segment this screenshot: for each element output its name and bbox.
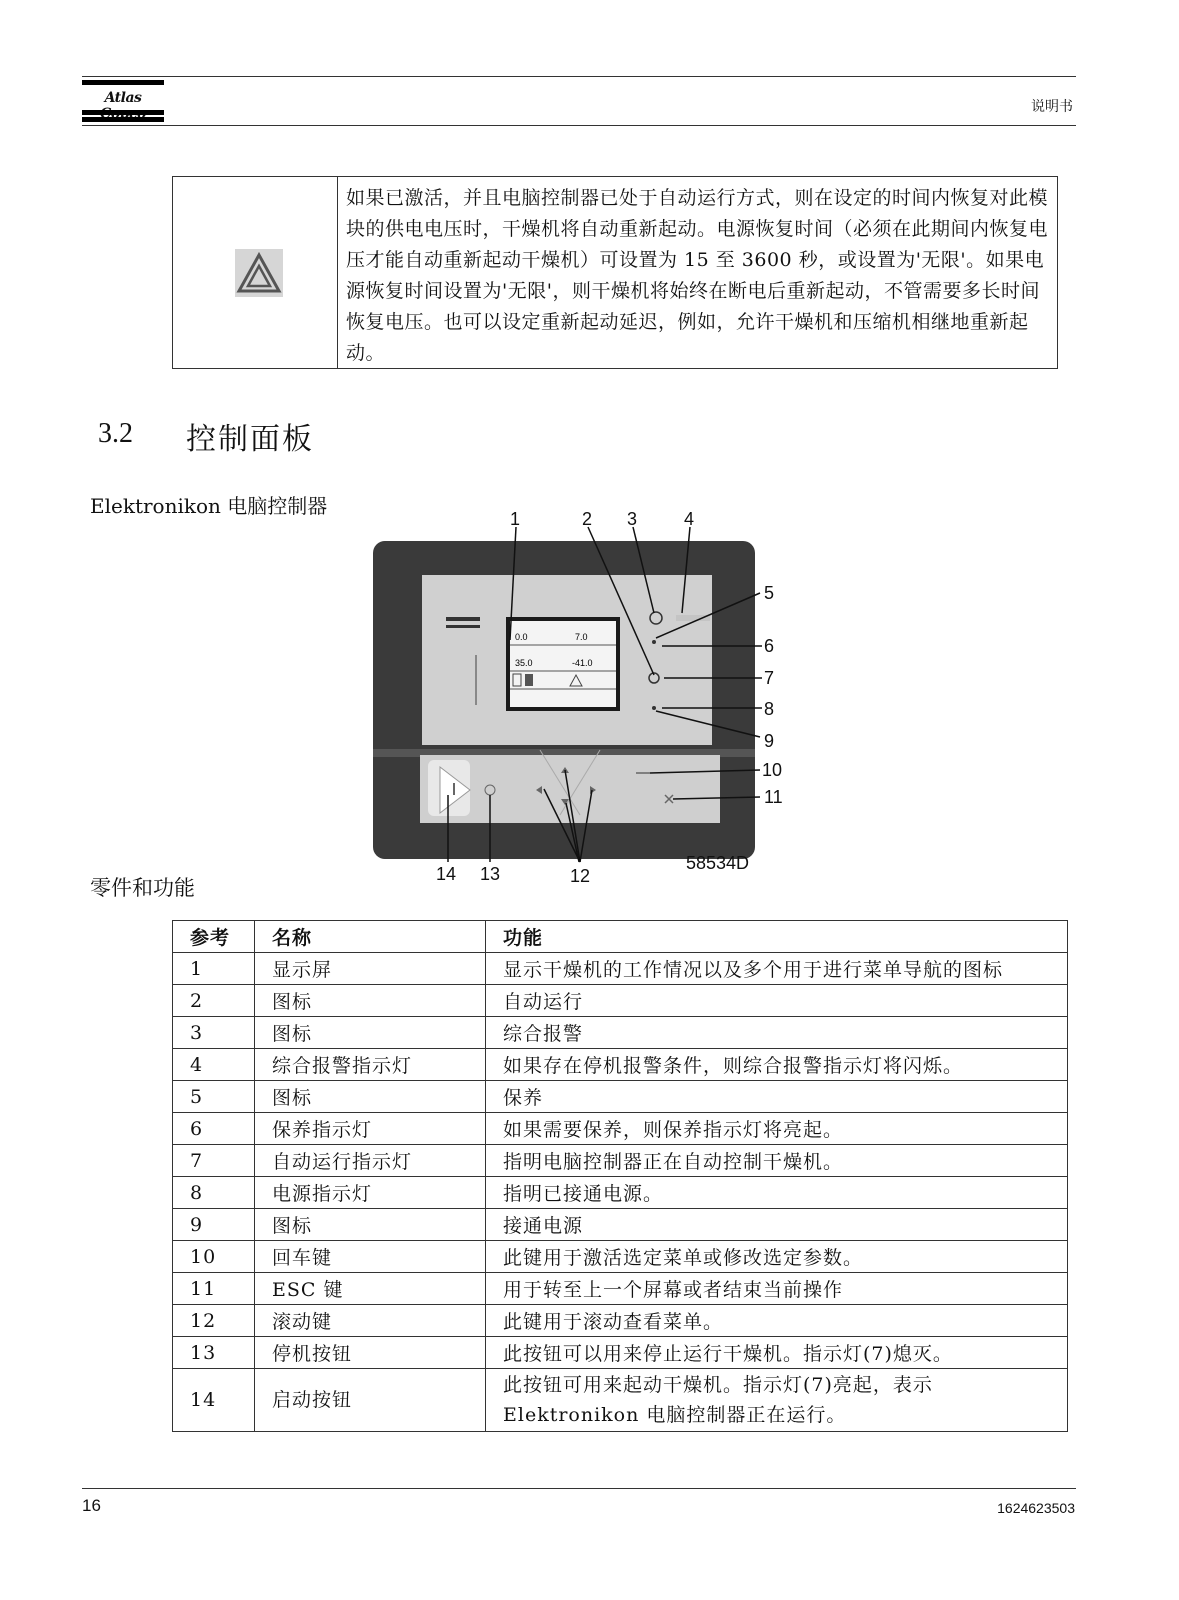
callout-10: 10 <box>762 760 783 780</box>
header-rule-top <box>82 76 1076 77</box>
table-row <box>173 1369 1068 1432</box>
atlas-copco-logo <box>82 80 164 122</box>
notice-icon-cell <box>173 177 338 368</box>
cell-name: 电源指示灯 <box>255 1177 486 1209</box>
page-number: 16 <box>82 1496 101 1515</box>
figure-code: 58534D <box>686 853 750 873</box>
cell-ref: 11 <box>173 1273 255 1305</box>
cell-ref: 1 <box>173 953 255 985</box>
cell-function: 此键用于激活选定菜单或修改选定参数。 <box>486 1241 1068 1273</box>
cell-ref: 3 <box>173 1017 255 1049</box>
cell-name: 自动运行指示灯 <box>255 1145 486 1177</box>
header-function: 功能 <box>486 921 1068 953</box>
callout-8: 8 <box>764 699 775 719</box>
notice-text: 如果已激活，并且电脑控制器已处于自动运行方式，则在设定的时间内恢复对此模块的供电电压时，干燥机将自动重新起动。电源恢复时间（必须在此期间内恢复电压才能自动重新起动干燥机）可设置为 15 至 3600 秒，或设置为'无限'。如果电源恢复时间设置为'无限'，则干燥机将始终在断电后重新起动，不管需要多长时间恢复电压。也可以设定重新起动延迟，例如，允许干燥机和压缩机相继地重新起动。 <box>346 187 1049 364</box>
cell-ref: 5 <box>173 1081 255 1113</box>
cell-ref: 10 <box>173 1241 255 1273</box>
footer-rule <box>82 1488 1076 1489</box>
screen-value-2: 7.0 <box>575 632 588 642</box>
table-row <box>173 1337 1068 1369</box>
cell-ref: 13 <box>173 1337 255 1369</box>
callout-7: 7 <box>764 668 775 688</box>
callout-3: 3 <box>627 509 638 529</box>
section-number: 3.2 <box>98 418 133 449</box>
table-row <box>173 1273 1068 1305</box>
cell-function: 接通电源 <box>486 1209 1068 1241</box>
control-panel-figure <box>360 505 790 890</box>
parts-table-body <box>173 953 1068 1432</box>
parts-table <box>172 920 1068 1432</box>
cell-function: 此键用于滚动查看菜单。 <box>486 1305 1068 1337</box>
table-row <box>173 953 1068 985</box>
table-header-row <box>173 921 1068 953</box>
callout-5: 5 <box>764 583 775 603</box>
cell-name: 图标 <box>255 1209 486 1241</box>
table-row <box>173 1081 1068 1113</box>
header-rule-bottom <box>82 125 1076 126</box>
cell-function: 指明已接通电源。 <box>486 1177 1068 1209</box>
callout-13: 13 <box>480 864 501 884</box>
cell-function: 此按钮可以用来停止运行干燥机。指示灯(7)熄灭。 <box>486 1337 1068 1369</box>
callout-9: 9 <box>764 731 775 751</box>
screen-value-3: 35.0 <box>515 658 533 668</box>
screen-value-1: 0.0 <box>515 632 528 642</box>
callout-12: 12 <box>570 866 591 886</box>
table-row <box>173 1177 1068 1209</box>
header-ref: 参考 <box>173 921 255 953</box>
service-icon <box>652 640 656 644</box>
screen-value-4: -41.0 <box>572 658 593 668</box>
cell-name: 保养指示灯 <box>255 1113 486 1145</box>
table-row <box>173 1145 1068 1177</box>
start-button <box>428 760 470 816</box>
cell-function: 显示干燥机的工作情况以及多个用于进行菜单导航的图标 <box>486 953 1068 985</box>
cell-name: 滚动键 <box>255 1305 486 1337</box>
logo-text: Atlas <box>104 90 142 106</box>
cell-ref: 4 <box>173 1049 255 1081</box>
cell-name: ESC 键 <box>255 1273 486 1305</box>
cell-ref: 14 <box>173 1369 255 1432</box>
power-icon <box>652 706 656 710</box>
cell-function: 自动运行 <box>486 985 1068 1017</box>
general-alarm-light <box>676 615 710 621</box>
warning-triangle-icon <box>235 249 283 297</box>
table-row <box>173 1241 1068 1273</box>
cell-function: 如果存在停机报警条件，则综合报警指示灯将闪烁。 <box>486 1049 1068 1081</box>
table-row <box>173 1305 1068 1337</box>
cell-function: 此按钮可用来起动干燥机。指示灯(7)亮起，表示 Elektronikon 电脑控制器正在运行。 <box>486 1369 1068 1432</box>
cell-ref: 12 <box>173 1305 255 1337</box>
callout-4: 4 <box>684 509 695 529</box>
cell-name: 图标 <box>255 1017 486 1049</box>
doc-label: 说明书 <box>1031 99 1073 115</box>
cell-function: 保养 <box>486 1081 1068 1113</box>
callout-2: 2 <box>582 509 593 529</box>
callout-6: 6 <box>764 636 775 656</box>
callout-1: 1 <box>510 509 521 529</box>
subheading-parts: 零件和功能 <box>90 876 195 900</box>
cell-name: 图标 <box>255 985 486 1017</box>
cell-ref: 8 <box>173 1177 255 1209</box>
cell-ref: 2 <box>173 985 255 1017</box>
notice-box <box>172 176 1058 369</box>
section-title: 控制面板 <box>186 422 314 457</box>
cell-name: 启动按钮 <box>255 1369 486 1432</box>
cell-name: 显示屏 <box>255 953 486 985</box>
cell-name: 停机按钮 <box>255 1337 486 1369</box>
table-row <box>173 1113 1068 1145</box>
header-name: 名称 <box>255 921 486 953</box>
cell-function: 指明电脑控制器正在自动控制干燥机。 <box>486 1145 1068 1177</box>
table-row <box>173 1049 1068 1081</box>
cell-name: 图标 <box>255 1081 486 1113</box>
doc-number: 1624623503 <box>997 1500 1075 1516</box>
cell-name: 综合报警指示灯 <box>255 1049 486 1081</box>
callout-14: 14 <box>436 864 457 884</box>
cell-ref: 6 <box>173 1113 255 1145</box>
cell-name: 回车键 <box>255 1241 486 1273</box>
table-row <box>173 1209 1068 1241</box>
subheading-controller: Elektronikon 电脑控制器 <box>90 494 328 518</box>
cell-function: 用于转至上一个屏幕或者结束当前操作 <box>486 1273 1068 1305</box>
cell-function: 如果需要保养，则保养指示灯将亮起。 <box>486 1113 1068 1145</box>
cell-function: 综合报警 <box>486 1017 1068 1049</box>
cell-ref: 7 <box>173 1145 255 1177</box>
display-screen <box>506 617 620 711</box>
cell-ref: 9 <box>173 1209 255 1241</box>
table-row <box>173 985 1068 1017</box>
table-row <box>173 1017 1068 1049</box>
callout-11: 11 <box>764 787 783 807</box>
